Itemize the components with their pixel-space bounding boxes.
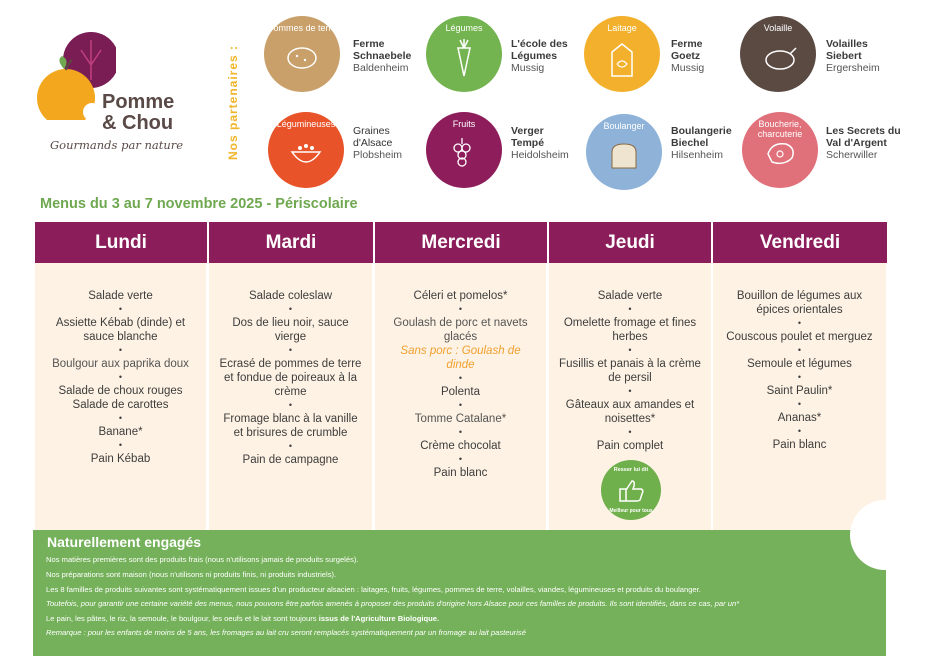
partner-name: Graines d'Alsace Plobsheim [353,125,403,161]
day-header-row [35,222,887,263]
decorative-circle [850,500,920,570]
menu-item: Omelette fromage et fines herbes [563,317,697,343]
potato-icon [284,38,320,74]
item-separator: • [458,427,463,437]
partner-category: Laitage [607,23,637,33]
partner-circle-legumes [268,112,344,188]
item-separator: • [458,454,463,464]
menu-item: Ecrasé de pommes de terre et fondue de poireaux à la crème [219,358,362,398]
menu-item: Bouillon de légumes aux épices orientales [736,290,863,316]
item-separator: • [118,345,123,355]
menu-items [209,289,372,467]
partner-name: Les Secrets du Val d'Argent Scherwiller [826,125,901,161]
item-separator: • [118,372,123,382]
brand-name [102,92,174,134]
item-separator: • [797,345,802,355]
menu-title: Menus du 3 au 7 novembre 2025 - Périscolaire [40,196,358,212]
day-header: Vendredi [759,232,841,253]
partner-circle-butcher [742,112,818,188]
menu-item: Ananas* [777,412,822,424]
legumes-bowl-icon [288,134,324,170]
item-separator: • [118,413,123,423]
partner-category: Boulanger [603,121,645,131]
partner-circle-potatoes [264,16,340,92]
menu-item: Salade verte [88,290,153,302]
footer-info [33,530,886,656]
carrot-icon [446,38,482,78]
day-column [35,263,206,530]
menu-items [35,289,206,466]
item-separator: • [628,386,632,396]
bread-icon [606,136,642,172]
menu-item: Salade coleslaw [248,290,333,302]
item-separator: • [288,441,293,451]
partner-circle-dairy [584,16,660,92]
partner-name: Boulangerie Biechel Hilsenheim [671,125,732,161]
thumbs-up-icon [616,477,646,503]
menu-item: Fromage blanc à la vanille et brisures de crumble [223,413,358,439]
menu-items [713,289,886,452]
menu-item: Fusillis et panais à la crème de persil [559,358,701,384]
day-header: Mercredi [421,232,501,253]
partner-circle-vegetables [426,16,502,92]
menu-item: Goulash de porc et navets glacés [393,317,528,343]
day-header: Jeudi [605,232,655,253]
day-header: Lundi [95,232,147,253]
partner-name: Verger Tempé Heidolsheim [511,125,569,161]
menu-item: Crème chocolat [420,440,501,452]
partner-category: Pommes de terre [267,23,337,33]
partner-category: Fruits [452,119,476,129]
badge-bottom-text: Meilleur pour tous [609,508,653,514]
day-column [209,263,372,530]
milk-carton-icon [604,38,640,78]
menu-item: Semoule et légumes [747,358,852,370]
item-separator: • [288,345,293,355]
item-separator: • [288,304,293,314]
footer-line: Nos préparations sont maison (nous n'utilisons ni produits finis, ni produits industriels). [46,570,337,579]
menu-item: Dos de lieu noir, sauce vierge [232,317,349,343]
item-separator: • [797,399,802,409]
item-separator: • [628,345,632,355]
partner-category: Volaille [763,23,793,33]
menu-items [549,289,711,453]
brand-tagline: Gourmands par nature [50,138,184,152]
menu-item: Sans porc : Goulash de dinde [400,345,521,371]
partner-category: Légumes [445,23,483,33]
item-separator: • [797,372,802,382]
footer-line: Le pain, les pâtes, le riz, la semoule, le boulgour, les oeufs et le lait sont toujours issus de l'Agriculture Biologique. [46,614,440,623]
partner-category: Légumineuses [276,119,336,129]
menu-item: Tomme Catalane* [414,413,507,425]
item-separator: • [628,427,632,437]
item-separator: • [458,400,463,410]
footer-line: Toutefois, pour garantir une certaine variété des menus, nous pouvons être parfois amenés à proposer des produits d'origine hors Alsace pour ces familles de produits. Ils sont identifiés, dans ce cas, par un* [46,599,740,608]
menu-item: Couscous poulet et merguez [726,331,873,343]
chicken-icon [760,38,800,74]
day-column [375,263,546,530]
item-separator: • [458,304,463,314]
item-separator: • [118,304,123,314]
item-separator: • [118,440,123,450]
partner-name: Volailles Siebert Ergersheim [826,38,880,74]
menu-item: Céleri et pomelos* [413,290,508,302]
partner-circle-fruits [426,112,502,188]
menu-item: Saint Paulin* [766,385,833,397]
item-separator: • [458,373,463,383]
partner-name: Ferme Schnaebele Baldenheim [353,38,412,74]
partner-name: Ferme Goetz Mussig [671,38,705,74]
day-header: Mardi [265,232,317,253]
menu-items [375,289,546,480]
footer-title: Naturellement engagés [47,534,202,550]
menu-item: Pain blanc [772,439,827,451]
footer-line: Nos matières premières sont des produits frais (nous n'utilisons jamais de produits surgelés). [46,555,359,564]
footer-line: Remarque : pour les enfants de moins de 5 ans, les fromages au lait cru seront remplacés systématiquement par un fromage au lait pasteurisé [46,628,526,637]
menu-item: Salade de choux rouges Salade de carottes [58,385,183,411]
item-separator: • [797,318,802,328]
day-column [713,263,886,530]
item-separator: • [628,304,632,314]
menu-item: Gâteaux aux amandes et noisettes* [565,399,695,425]
menu-item: Boulgour aux paprika doux [52,358,189,370]
partner-circle-bakery [586,114,662,190]
item-separator: • [288,400,293,410]
brand-line2: & Chou [102,112,174,134]
menu-item: Pain de campagne [242,454,339,466]
menu-item: Pain complet [596,440,664,452]
menu-item: Banane* [98,426,143,438]
menu-item: Pain blanc [433,467,488,479]
partner-name: L'école des Légumes Mussig [511,38,568,74]
menu-item: Salade verte [597,290,663,302]
menu-item: Assiette Kébab (dinde) et sauce blanche [55,317,186,343]
partner-circle-poultry [740,16,816,92]
brand-line1: Pomme [102,91,175,113]
badge-top-text: Resser lui dit [613,467,649,473]
partners-label: Nos partenaires : [226,44,240,160]
menu-item: Polenta [440,386,480,398]
footer-line: Les 8 familles de produits suivantes sont systématiquement issues d'un producteur alsacien : laitages, fruits, légumes, pommes de terre, volailles, viandes, légumineuses et produits du boulanger. [46,585,701,594]
menu-item: Pain Kébab [90,453,151,465]
item-separator: • [797,426,802,436]
brand-logo [36,30,196,160]
partner-category: Boucherie, charcuterie [757,119,803,139]
grapes-icon [446,134,482,174]
eat-better-badge [601,460,661,520]
ham-icon [762,134,802,170]
